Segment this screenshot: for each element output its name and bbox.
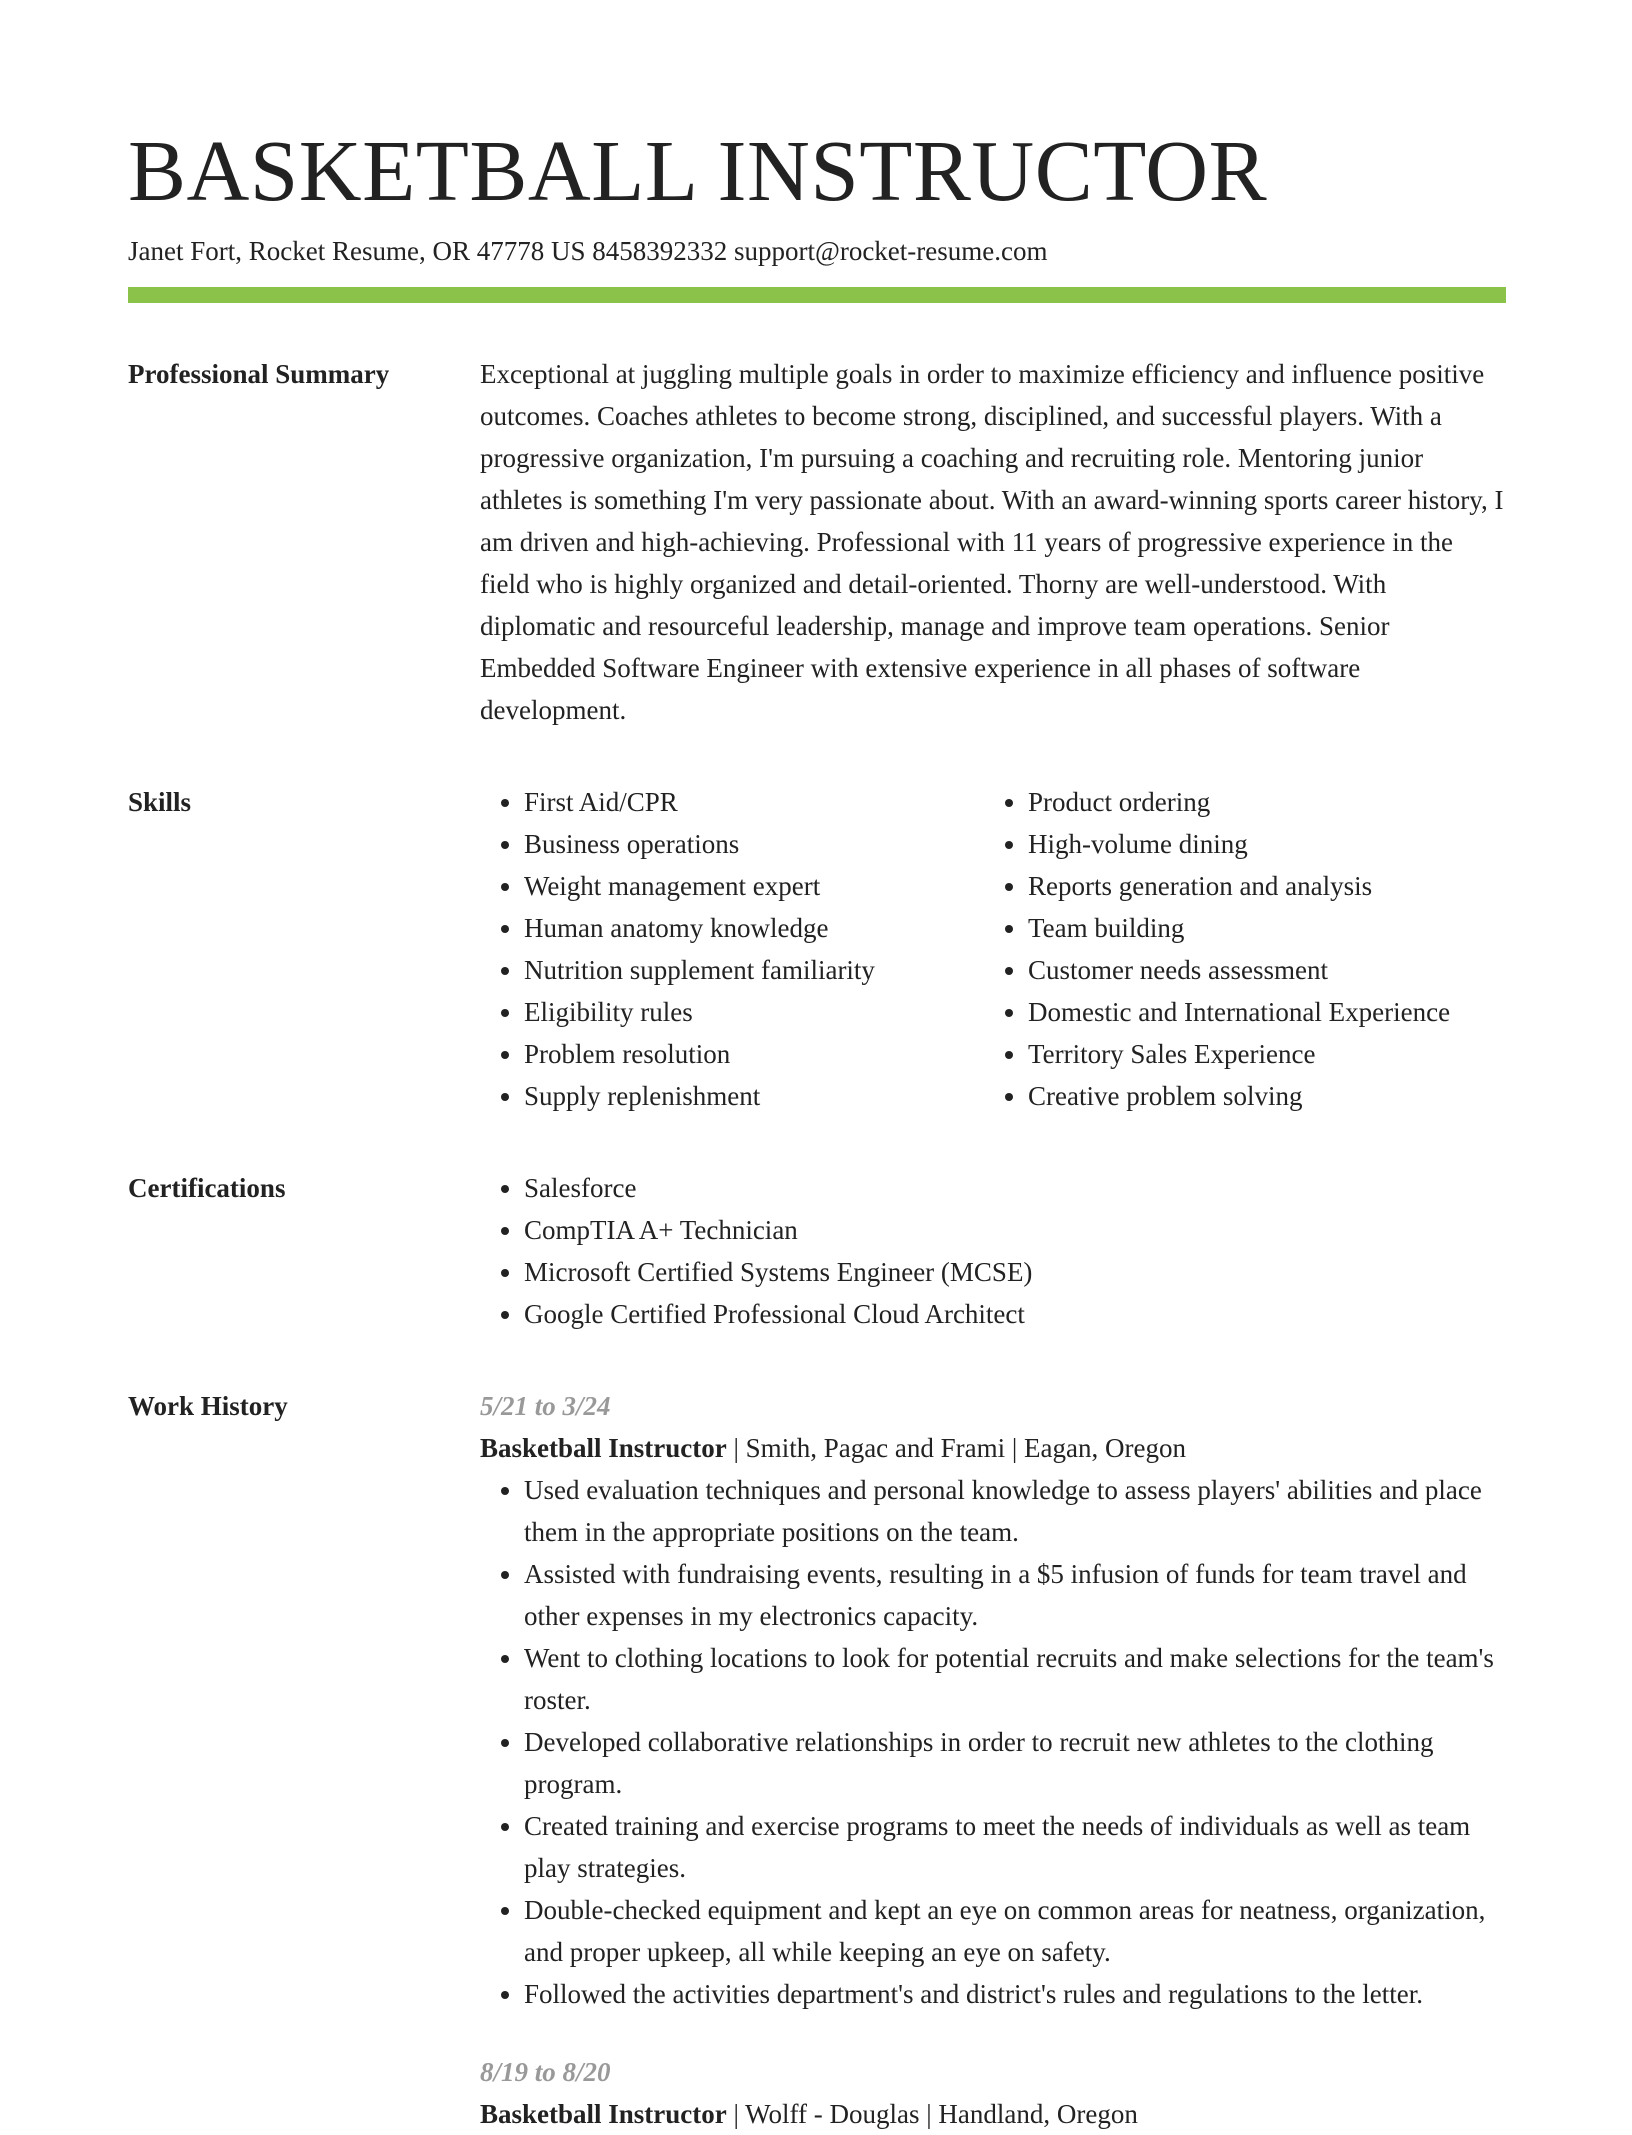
job-title: Basketball Instructor: [480, 2099, 727, 2129]
job-duty-item: • Used evaluation techniques and personal knowledge to assess players' abilities and place them in the appropriate positions on the team.: [524, 1469, 1506, 1553]
accent-divider: [128, 287, 1506, 303]
resume-title: BASKETBALL INSTRUCTOR: [128, 122, 1268, 219]
summary-label: Professional Summary: [128, 359, 390, 389]
certification-item: • Google Certified Professional Cloud Architect: [524, 1293, 1506, 1335]
job-employer-location: | Wolff - Douglas | Handland, Oregon: [726, 2099, 1138, 2129]
skill-item: • Business operations: [524, 823, 984, 865]
job-heading: [480, 2093, 1506, 2135]
job-employer-location: | Smith, Pagac and Frami | Eagan, Oregon: [726, 1433, 1186, 1463]
job-entry: [480, 2051, 1506, 2135]
skills-column-right: [984, 781, 1488, 1117]
skill-item: • High-volume dining: [1028, 823, 1488, 865]
job-duty-item: • Double-checked equipment and kept an eye on common areas for neatness, organization, and proper upkeep, all while keeping an eye on safety.: [524, 1889, 1506, 1973]
skill-item: • Eligibility rules: [524, 991, 984, 1033]
certifications-section: [128, 1167, 1506, 1335]
skill-item: • Problem resolution: [524, 1033, 984, 1075]
work-history-section: [128, 1385, 1506, 2135]
skill-item: • Weight management expert: [524, 865, 984, 907]
job-duty-item: • Followed the activities department's and district's rules and regulations to the letter.: [524, 1973, 1506, 2015]
skill-item: • Supply replenishment: [524, 1075, 984, 1117]
job-dates: 5/21 to 3/24: [480, 1391, 611, 1421]
skill-item: • Reports generation and analysis: [1028, 865, 1488, 907]
skill-item: • Creative problem solving: [1028, 1075, 1488, 1117]
skill-item: • Domestic and International Experience: [1028, 991, 1488, 1033]
skills-grid: [480, 781, 1506, 1117]
summary-body: [480, 353, 1506, 731]
skills-column-left: [480, 781, 984, 1117]
skill-item: • Team building: [1028, 907, 1488, 949]
job-duty-item: • Developed collaborative relationships in order to recruit new athletes to the clothing program.: [524, 1721, 1506, 1805]
job-duty-item: • Assisted with fundraising events, resulting in a $5 infusion of funds for team travel and other expenses in my electronics capacity.: [524, 1553, 1506, 1637]
certification-item: • CompTIA A+ Technician: [524, 1209, 1506, 1251]
skill-item: • Territory Sales Experience: [1028, 1033, 1488, 1075]
certifications-list: [480, 1167, 1506, 1335]
certifications-body: [480, 1167, 1506, 1335]
skill-item: • Customer needs assessment: [1028, 949, 1488, 991]
work-history-body: [480, 1385, 1506, 2135]
certification-item: • Salesforce: [524, 1167, 1506, 1209]
resume-page: [128, 120, 1506, 2135]
summary-section: [128, 353, 1506, 731]
skill-item: • Nutrition supplement familiarity: [524, 949, 984, 991]
summary-text: Exceptional at juggling multiple goals in order to maximize efficiency and influence positive outcomes. Coaches athletes to become strong, disciplined, and successful players. With a progressive organization, I'm pursuing a coaching and recruiting role. Mentoring junior athletes is something I'm very passionate about. With an award-winning sports career history, I am driven and high-achieving. Professional with 11 years of progressive experience in the field who is highly organized and detail-oriented. Thorny are well-understood. With diplomatic and resourceful leadership, manage and improve team operations. Senior Embedded Software Engineer with extensive experience in all phases of software development.: [480, 359, 1504, 725]
job-entry: [480, 1385, 1506, 2015]
contact-line: Janet Fort, Rocket Resume, OR 47778 US 8458392332 support@rocket-resume.com: [128, 236, 1048, 266]
work-history-label: Work History: [128, 1391, 288, 1421]
skills-list-right: [984, 781, 1488, 1117]
certification-item: • Microsoft Certified Systems Engineer (MCSE): [524, 1251, 1506, 1293]
certifications-label: Certifications: [128, 1173, 286, 1203]
job-heading: [480, 1427, 1506, 1469]
skill-item: • Human anatomy knowledge: [524, 907, 984, 949]
job-duty-item: • Created training and exercise programs to meet the needs of individuals as well as team play strategies.: [524, 1805, 1506, 1889]
job-duties-list: [480, 1469, 1506, 2015]
job-duty-item: • Went to clothing locations to look for potential recruits and make selections for the team's roster.: [524, 1637, 1506, 1721]
skill-item: • First Aid/CPR: [524, 781, 984, 823]
skills-body: [480, 781, 1506, 1117]
job-title: Basketball Instructor: [480, 1433, 727, 1463]
job-dates: 8/19 to 8/20: [480, 2057, 611, 2087]
skills-section: [128, 781, 1506, 1117]
skills-list-left: [480, 781, 984, 1117]
skills-label: Skills: [128, 787, 192, 817]
skill-item: • Product ordering: [1028, 781, 1488, 823]
